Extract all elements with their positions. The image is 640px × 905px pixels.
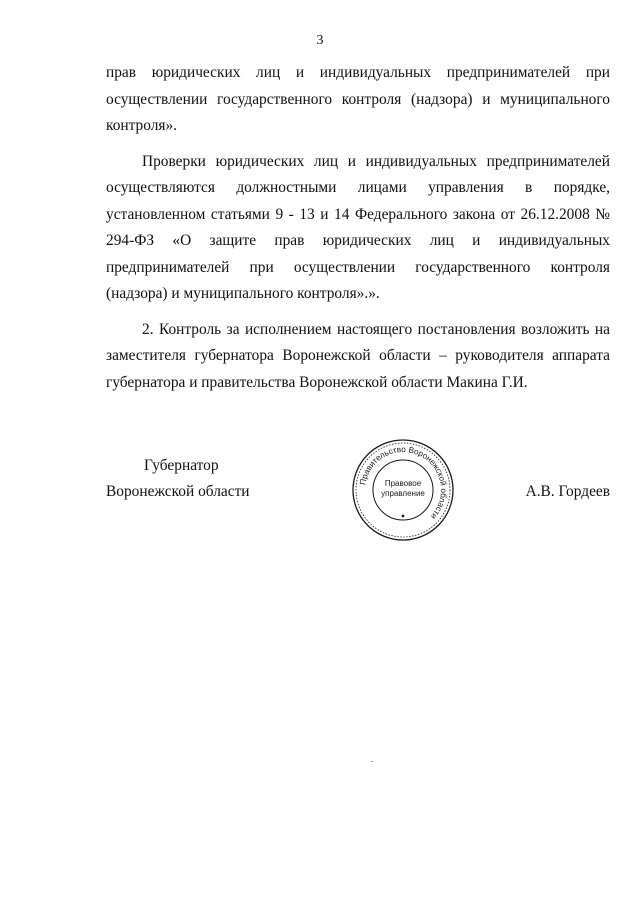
official-stamp	[351, 438, 455, 542]
paragraph-control: 2. Контроль за исполнением настоящего постановления возложить на заместителя губернатора Воронежской области – руководителя аппарата губернатора и правительства Воронежской области Макина Г.И.	[106, 320, 610, 391]
scan-speck	[371, 761, 373, 762]
page-number: 3	[316, 33, 324, 48]
stamp-center-line1: Правовое	[384, 479, 422, 488]
stamp-ring-text: Правительство Воронежской области	[358, 444, 449, 521]
signatory-title-line2: Воронежской области	[106, 483, 250, 500]
signatory-position	[106, 453, 266, 505]
stamp-center-line2: управление	[381, 489, 425, 498]
paragraph-inspections: Проверки юридических лиц и индивидуальных предпринимателей осуществляются должностными лицами управления в порядке, установленном статьями 9 - 13 и 14 Федерального закона от 26.12.2008 № 294-ФЗ «О защите прав юридических лиц и индивидуальных предпринимателей при осуществлении государственного контроля (надзора) и муниципального контроля».».	[106, 152, 610, 302]
paragraph-continuation: прав юридических лиц и индивидуальных предпринимателей при осуществлении государственного контроля (надзора) и муниципального контроля».	[106, 64, 610, 134]
document-body	[106, 60, 610, 405]
signatory-title-line1: Губернатор	[144, 457, 219, 474]
signatory-name: А.В. Гордеев	[525, 483, 610, 500]
